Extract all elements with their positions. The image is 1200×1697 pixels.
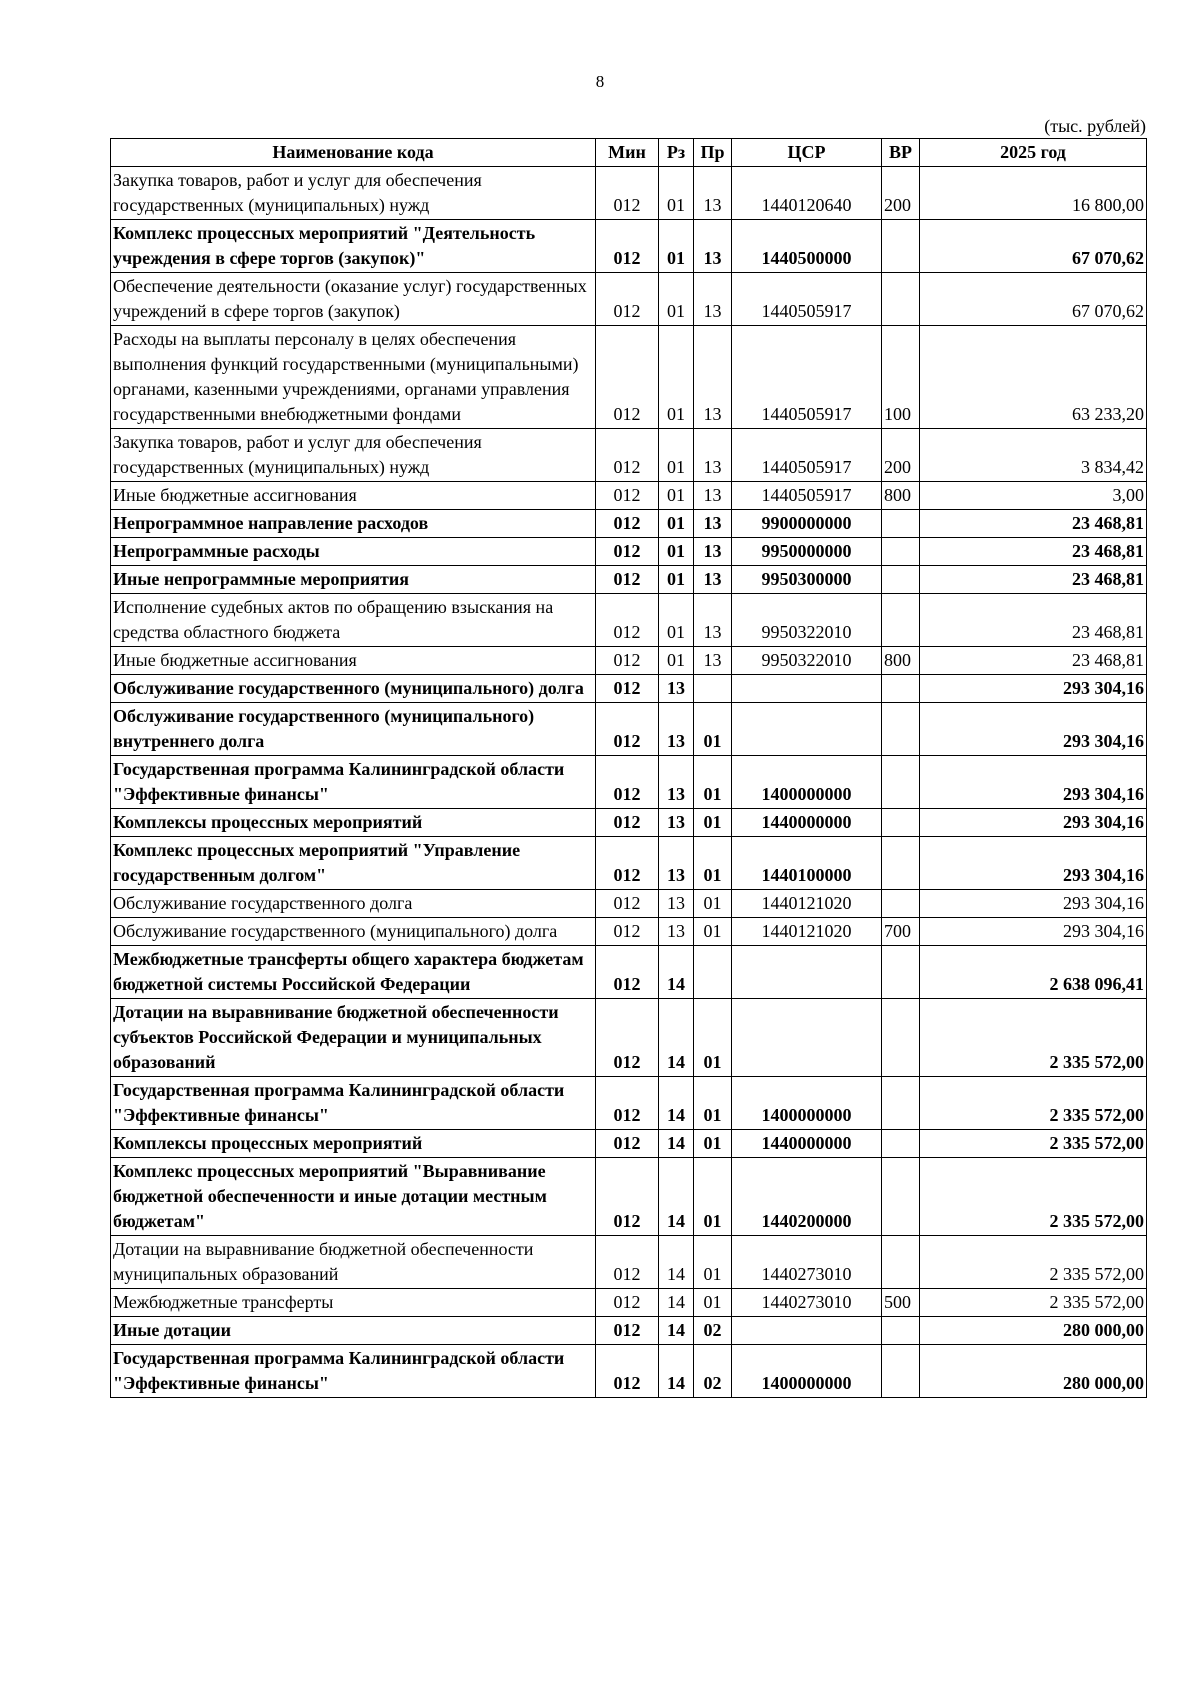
cell-name: Комплекс процессных мероприятий "Деятельность учреждения в сфере торгов (закупок)" (111, 220, 596, 273)
cell-csr: 1440505917 (732, 482, 882, 510)
table-row (111, 1236, 1147, 1289)
cell-name: Комплексы процессных мероприятий (111, 809, 596, 837)
cell-min: 012 (596, 1317, 659, 1345)
cell-csr (732, 999, 882, 1077)
cell-csr: 1400000000 (732, 756, 882, 809)
cell-vr: 100 (882, 326, 920, 429)
cell-pr: 01 (694, 756, 732, 809)
cell-rz: 14 (659, 1158, 694, 1236)
cell-csr: 1440505917 (732, 326, 882, 429)
cell-amount: 67 070,62 (920, 220, 1147, 273)
cell-min: 012 (596, 326, 659, 429)
cell-amount: 2 335 572,00 (920, 1289, 1147, 1317)
header-min: Мин (596, 139, 659, 167)
cell-csr: 1440000000 (732, 1130, 882, 1158)
cell-pr: 13 (694, 538, 732, 566)
table-row (111, 1077, 1147, 1130)
cell-rz: 01 (659, 482, 694, 510)
cell-rz: 01 (659, 220, 694, 273)
cell-pr (694, 675, 732, 703)
cell-vr (882, 703, 920, 756)
cell-amount: 293 304,16 (920, 890, 1147, 918)
cell-name: Дотации на выравнивание бюджетной обеспеченности муниципальных образований (111, 1236, 596, 1289)
table-row (111, 837, 1147, 890)
cell-vr: 200 (882, 429, 920, 482)
table-row (111, 675, 1147, 703)
cell-vr (882, 566, 920, 594)
cell-rz: 14 (659, 1077, 694, 1130)
cell-pr: 01 (694, 1158, 732, 1236)
cell-vr (882, 946, 920, 999)
cell-amount: 2 638 096,41 (920, 946, 1147, 999)
table-row (111, 429, 1147, 482)
cell-min: 012 (596, 999, 659, 1077)
table-row (111, 890, 1147, 918)
cell-rz: 01 (659, 167, 694, 220)
cell-vr (882, 538, 920, 566)
cell-csr: 1440200000 (732, 1158, 882, 1236)
cell-amount: 293 304,16 (920, 918, 1147, 946)
table-row (111, 510, 1147, 538)
cell-pr: 13 (694, 429, 732, 482)
cell-rz: 01 (659, 538, 694, 566)
table-row (111, 1345, 1147, 1398)
cell-pr: 01 (694, 890, 732, 918)
cell-min: 012 (596, 647, 659, 675)
cell-csr: 9950322010 (732, 594, 882, 647)
cell-min: 012 (596, 1130, 659, 1158)
cell-rz: 01 (659, 566, 694, 594)
table-row (111, 809, 1147, 837)
cell-pr: 13 (694, 326, 732, 429)
cell-csr: 1440120640 (732, 167, 882, 220)
cell-amount: 293 304,16 (920, 837, 1147, 890)
cell-pr: 13 (694, 647, 732, 675)
cell-name: Государственная программа Калининградской области "Эффективные финансы" (111, 1345, 596, 1398)
cell-vr (882, 1317, 920, 1345)
cell-csr: 1440273010 (732, 1236, 882, 1289)
cell-pr: 01 (694, 809, 732, 837)
table-row (111, 167, 1147, 220)
cell-name: Закупка товаров, работ и услуг для обеспечения государственных (муниципальных) нужд (111, 167, 596, 220)
cell-csr: 1440121020 (732, 890, 882, 918)
cell-amount: 2 335 572,00 (920, 1236, 1147, 1289)
cell-rz: 14 (659, 1317, 694, 1345)
cell-rz: 14 (659, 999, 694, 1077)
cell-name: Межбюджетные трансферты общего характера бюджетам бюджетной системы Российской Федерации (111, 946, 596, 999)
cell-csr: 9900000000 (732, 510, 882, 538)
cell-amount: 23 468,81 (920, 566, 1147, 594)
cell-amount: 293 304,16 (920, 675, 1147, 703)
page-number: 8 (595, 72, 605, 91)
cell-min: 012 (596, 273, 659, 326)
cell-min: 012 (596, 837, 659, 890)
cell-min: 012 (596, 1236, 659, 1289)
cell-amount: 63 233,20 (920, 326, 1147, 429)
cell-vr (882, 809, 920, 837)
cell-csr: 1440121020 (732, 918, 882, 946)
cell-rz: 01 (659, 429, 694, 482)
cell-csr (732, 946, 882, 999)
cell-amount: 293 304,16 (920, 809, 1147, 837)
cell-min: 012 (596, 946, 659, 999)
cell-name: Обслуживание государственного (муниципального) долга (111, 918, 596, 946)
cell-csr: 1400000000 (732, 1077, 882, 1130)
cell-amount: 23 468,81 (920, 647, 1147, 675)
cell-min: 012 (596, 220, 659, 273)
cell-pr: 01 (694, 703, 732, 756)
cell-amount: 2 335 572,00 (920, 999, 1147, 1077)
cell-rz: 01 (659, 594, 694, 647)
header-name: Наименование кода (111, 139, 596, 167)
cell-rz: 14 (659, 1236, 694, 1289)
cell-min: 012 (596, 566, 659, 594)
table-row (111, 566, 1147, 594)
cell-vr (882, 890, 920, 918)
cell-vr: 500 (882, 1289, 920, 1317)
cell-csr: 9950300000 (732, 566, 882, 594)
cell-min: 012 (596, 538, 659, 566)
cell-min: 012 (596, 1289, 659, 1317)
cell-pr: 13 (694, 510, 732, 538)
cell-csr: 1440500000 (732, 220, 882, 273)
cell-name: Дотации на выравнивание бюджетной обеспеченности субъектов Российской Федерации и муниципальных образований (111, 999, 596, 1077)
cell-vr (882, 273, 920, 326)
cell-pr: 13 (694, 594, 732, 647)
table-row (111, 273, 1147, 326)
cell-pr: 13 (694, 273, 732, 326)
cell-csr: 1440273010 (732, 1289, 882, 1317)
cell-amount: 16 800,00 (920, 167, 1147, 220)
cell-name: Непрограммные расходы (111, 538, 596, 566)
cell-rz: 13 (659, 890, 694, 918)
table-row (111, 918, 1147, 946)
cell-rz: 13 (659, 756, 694, 809)
cell-vr: 200 (882, 167, 920, 220)
cell-pr: 01 (694, 999, 732, 1077)
cell-name: Иные непрограммные мероприятия (111, 566, 596, 594)
cell-vr (882, 675, 920, 703)
cell-name: Расходы на выплаты персоналу в целях обеспечения выполнения функций государственными (муниципальными) органами, казенными учреждениями, органами управления государственными внебюджетными фондами (111, 326, 596, 429)
cell-amount: 280 000,00 (920, 1345, 1147, 1398)
cell-vr: 700 (882, 918, 920, 946)
cell-csr (732, 675, 882, 703)
cell-rz: 01 (659, 510, 694, 538)
cell-vr (882, 1236, 920, 1289)
cell-pr: 01 (694, 1236, 732, 1289)
cell-name: Обслуживание государственного долга (111, 890, 596, 918)
cell-min: 012 (596, 482, 659, 510)
cell-csr: 1400000000 (732, 1345, 882, 1398)
cell-min: 012 (596, 809, 659, 837)
cell-amount: 2 335 572,00 (920, 1077, 1147, 1130)
cell-name: Комплексы процессных мероприятий (111, 1130, 596, 1158)
cell-vr (882, 510, 920, 538)
budget-table (110, 138, 1147, 1398)
cell-min: 012 (596, 675, 659, 703)
units-label: (тыс. рублей) (1044, 116, 1146, 136)
cell-min: 012 (596, 594, 659, 647)
table-row (111, 482, 1147, 510)
cell-name: Закупка товаров, работ и услуг для обеспечения государственных (муниципальных) нужд (111, 429, 596, 482)
table-row (111, 946, 1147, 999)
cell-rz: 13 (659, 809, 694, 837)
table-row (111, 538, 1147, 566)
cell-pr (694, 946, 732, 999)
cell-vr (882, 594, 920, 647)
table-row (111, 999, 1147, 1077)
cell-rz: 13 (659, 703, 694, 756)
header-csr: ЦСР (732, 139, 882, 167)
cell-name: Непрограммное направление расходов (111, 510, 596, 538)
cell-vr (882, 1130, 920, 1158)
cell-vr: 800 (882, 482, 920, 510)
cell-pr: 13 (694, 220, 732, 273)
cell-pr: 01 (694, 918, 732, 946)
cell-vr (882, 1158, 920, 1236)
cell-pr: 01 (694, 837, 732, 890)
cell-rz: 13 (659, 837, 694, 890)
cell-pr: 01 (694, 1289, 732, 1317)
cell-pr: 02 (694, 1317, 732, 1345)
cell-pr: 13 (694, 167, 732, 220)
cell-min: 012 (596, 756, 659, 809)
cell-vr (882, 999, 920, 1077)
cell-rz: 13 (659, 918, 694, 946)
cell-rz: 01 (659, 273, 694, 326)
cell-name: Исполнение судебных актов по обращению взыскания на средства областного бюджета (111, 594, 596, 647)
table-header-row (111, 139, 1147, 167)
cell-csr: 9950000000 (732, 538, 882, 566)
table-row (111, 756, 1147, 809)
cell-amount: 2 335 572,00 (920, 1130, 1147, 1158)
cell-name: Государственная программа Калининградской области "Эффективные финансы" (111, 1077, 596, 1130)
cell-min: 012 (596, 1345, 659, 1398)
cell-rz: 01 (659, 647, 694, 675)
cell-name: Иные бюджетные ассигнования (111, 647, 596, 675)
cell-pr: 02 (694, 1345, 732, 1398)
table-row (111, 1130, 1147, 1158)
table-row (111, 326, 1147, 429)
header-pr: Пр (694, 139, 732, 167)
header-vr: ВР (882, 139, 920, 167)
cell-rz: 14 (659, 1130, 694, 1158)
cell-amount: 23 468,81 (920, 538, 1147, 566)
cell-csr (732, 703, 882, 756)
cell-vr (882, 1345, 920, 1398)
cell-vr (882, 756, 920, 809)
cell-min: 012 (596, 429, 659, 482)
cell-amount: 293 304,16 (920, 703, 1147, 756)
cell-amount: 3 834,42 (920, 429, 1147, 482)
cell-name: Государственная программа Калининградской области "Эффективные финансы" (111, 756, 596, 809)
cell-min: 012 (596, 1077, 659, 1130)
table-row (111, 594, 1147, 647)
cell-csr: 1440100000 (732, 837, 882, 890)
cell-csr: 9950322010 (732, 647, 882, 675)
cell-pr: 13 (694, 566, 732, 594)
cell-amount: 280 000,00 (920, 1317, 1147, 1345)
cell-pr: 01 (694, 1130, 732, 1158)
cell-amount: 2 335 572,00 (920, 1158, 1147, 1236)
cell-csr (732, 1317, 882, 1345)
cell-rz: 13 (659, 675, 694, 703)
cell-min: 012 (596, 510, 659, 538)
cell-min: 012 (596, 703, 659, 756)
cell-name: Комплекс процессных мероприятий "Управление государственным долгом" (111, 837, 596, 890)
header-rz: Рз (659, 139, 694, 167)
cell-rz: 01 (659, 326, 694, 429)
cell-min: 012 (596, 1158, 659, 1236)
cell-name: Межбюджетные трансферты (111, 1289, 596, 1317)
table-row (111, 220, 1147, 273)
cell-min: 012 (596, 167, 659, 220)
cell-name: Иные дотации (111, 1317, 596, 1345)
table-row (111, 647, 1147, 675)
cell-csr: 1440505917 (732, 429, 882, 482)
table-row (111, 1158, 1147, 1236)
cell-name: Обслуживание государственного (муниципального) внутреннего долга (111, 703, 596, 756)
cell-vr (882, 1077, 920, 1130)
header-year: 2025 год (920, 139, 1147, 167)
cell-min: 012 (596, 918, 659, 946)
cell-amount: 67 070,62 (920, 273, 1147, 326)
cell-name: Обслуживание государственного (муниципального) долга (111, 675, 596, 703)
cell-pr: 01 (694, 1077, 732, 1130)
cell-vr (882, 220, 920, 273)
cell-vr (882, 837, 920, 890)
cell-name: Обеспечение деятельности (оказание услуг) государственных учреждений в сфере торгов (закупок) (111, 273, 596, 326)
cell-csr: 1440000000 (732, 809, 882, 837)
cell-csr: 1440505917 (732, 273, 882, 326)
cell-rz: 14 (659, 1345, 694, 1398)
cell-amount: 293 304,16 (920, 756, 1147, 809)
cell-name: Комплекс процессных мероприятий "Выравнивание бюджетной обеспеченности и иные дотации местным бюджетам" (111, 1158, 596, 1236)
table-row (111, 1289, 1147, 1317)
cell-min: 012 (596, 890, 659, 918)
cell-amount: 3,00 (920, 482, 1147, 510)
cell-rz: 14 (659, 1289, 694, 1317)
cell-amount: 23 468,81 (920, 594, 1147, 647)
cell-name: Иные бюджетные ассигнования (111, 482, 596, 510)
cell-pr: 13 (694, 482, 732, 510)
cell-rz: 14 (659, 946, 694, 999)
cell-amount: 23 468,81 (920, 510, 1147, 538)
cell-vr: 800 (882, 647, 920, 675)
table-row (111, 703, 1147, 756)
table-row (111, 1317, 1147, 1345)
